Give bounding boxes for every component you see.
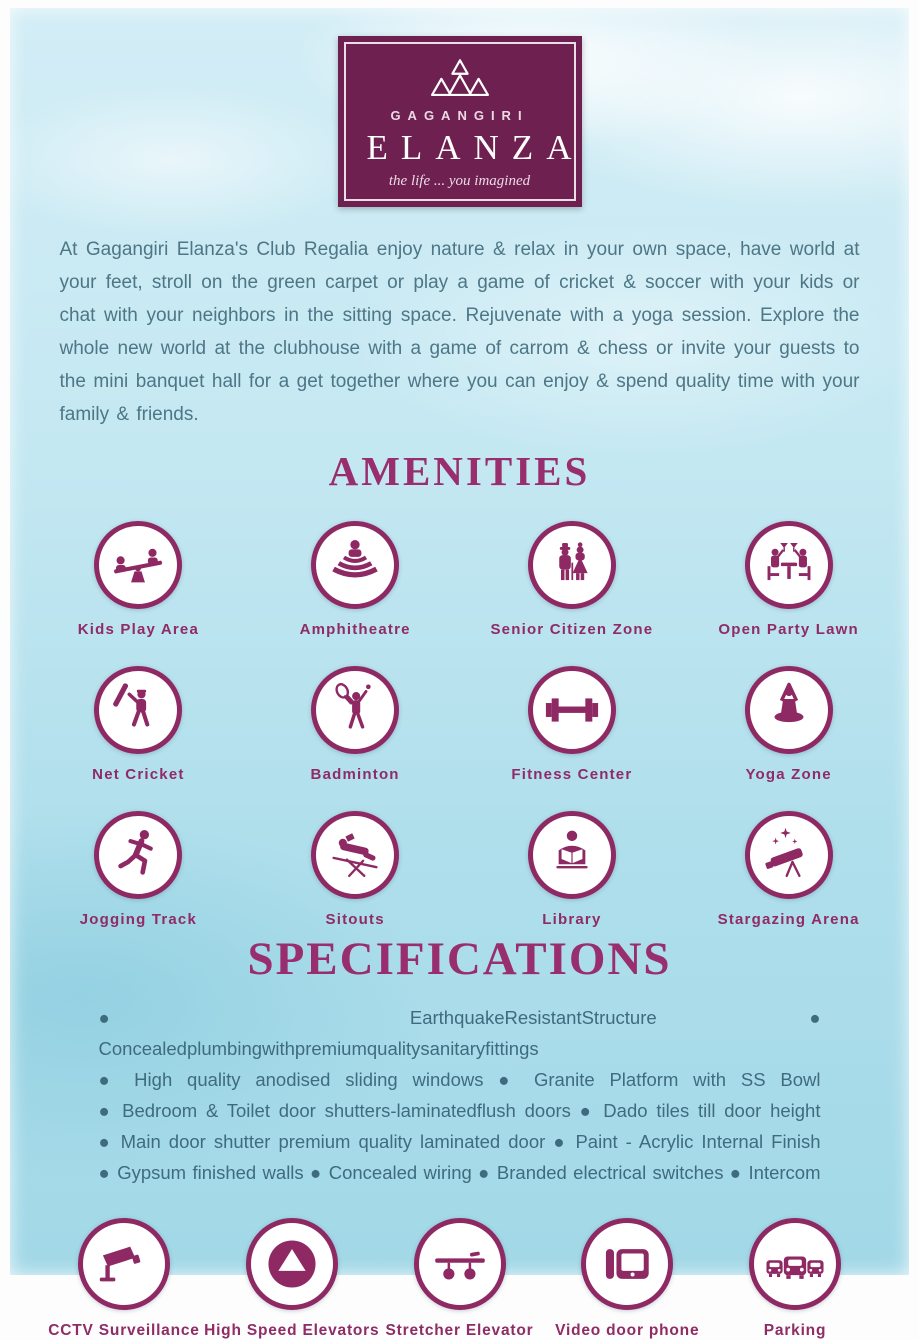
dumbbell-icon [543, 681, 601, 739]
cricket-batsman-icon [109, 681, 167, 739]
amenity-label: Library [542, 911, 602, 928]
facility-label: Video door phone [555, 1322, 700, 1339]
facility-label: CCTV Surveillance [48, 1322, 200, 1339]
reading-person-icon [543, 826, 601, 884]
party-table-icon [760, 536, 818, 594]
brand-logo-frame [344, 42, 585, 201]
amenity-library [464, 811, 681, 928]
amenity-senior-citizen-zone [464, 521, 681, 638]
lounge-chair-icon [326, 826, 384, 884]
elderly-couple-icon [543, 536, 601, 594]
spec-line: ● Main door shutter premium quality laminated door ● Paint - Acrylic Internal Finish [98, 1131, 821, 1152]
amenity-kids-play-area [30, 521, 247, 638]
video-intercom-icon [596, 1233, 658, 1295]
spec-line: ● Bedroom & Toilet door shutters-laminatedflush doors ● Dado tiles till door height [98, 1100, 821, 1121]
mountain-triangles-icon [408, 56, 512, 100]
amenities-title: AMENITIES [328, 448, 591, 494]
facility-parking [715, 1218, 875, 1340]
parking-cars-icon [764, 1233, 826, 1295]
amenity-label: Kids Play Area [77, 621, 200, 638]
brochure-page [10, 8, 909, 1339]
brand-logo [338, 36, 585, 207]
telescope-icon [760, 826, 818, 884]
brand-tagline: the life ... you imagined [388, 173, 531, 189]
seesaw-icon [109, 536, 167, 594]
project-name: ELANZA [366, 128, 585, 167]
amenity-label: Fitness Center [511, 766, 633, 783]
amenity-label: Badminton [310, 766, 400, 783]
stretcher-icon [429, 1233, 491, 1295]
cctv-camera-icon [93, 1233, 155, 1295]
facility-label: Stretcher Elevator [385, 1322, 534, 1339]
spec-line: ● EarthquakeResistantStructure ● Concealedplumbingwithpremiumqualitysanitaryfittings [98, 1007, 821, 1059]
spec-line: ● High quality anodised sliding windows ● Granite Platform with SS Bowl [98, 1069, 821, 1090]
facility-cctv-surveillance [44, 1218, 204, 1340]
runner-icon [109, 826, 167, 884]
amenity-label: Sitouts [325, 911, 385, 928]
amenity-label: Open Party Lawn [718, 621, 859, 638]
intro-paragraph: At Gagangiri Elanza's Club Regalia enjoy nature & relax in your own space, have world at your feet, stroll on the green carpet or play a game of cricket & soccer with your kids or chat with your neighbors in the sitting space. Rejuvenate with a yoga session. Explore the whole new world at the clubhouse with a game of carrom & chess or invite your guests to the mini banquet hall for a get together where you can enjoy & spend quality time with your family & friends. [59, 239, 860, 425]
amenity-sitouts [247, 811, 464, 928]
facility-high-speed-elevators [204, 1218, 380, 1340]
amphitheatre-icon [326, 536, 384, 594]
facility-video-door-phone [547, 1218, 707, 1340]
brand-name: GAGANGIRI [390, 108, 529, 123]
spec-line: ● Gypsum finished walls ● Concealed wiring ● Branded electrical switches ● Intercom [98, 1162, 821, 1183]
amenity-jogging-track [30, 811, 247, 928]
amenity-amphitheatre [247, 521, 464, 638]
amenity-stargazing-arena [680, 811, 897, 928]
facility-label: Parking [763, 1322, 827, 1339]
amenity-net-cricket [30, 666, 247, 783]
amenity-label: Amphitheatre [299, 621, 411, 638]
amenity-label: Senior Citizen Zone [490, 621, 654, 638]
amenity-label: Net Cricket [92, 766, 185, 783]
specifications-title: SPECIFICATIONS [247, 933, 672, 985]
amenity-yoga-zone [680, 666, 897, 783]
amenities-grid [10, 495, 909, 928]
facility-label: High Speed Elevators [204, 1322, 380, 1339]
facilities-row [10, 1188, 909, 1340]
facility-stretcher-elevator [380, 1218, 540, 1340]
yoga-pose-icon [760, 681, 818, 739]
badminton-player-icon [326, 681, 384, 739]
amenity-open-party-lawn [680, 521, 897, 638]
amenity-fitness-center [464, 666, 681, 783]
amenity-label: Stargazing Arena [717, 911, 860, 928]
elevator-up-icon [261, 1233, 323, 1295]
specifications-list [99, 1002, 821, 1188]
amenity-label: Yoga Zone [745, 766, 832, 783]
amenity-label: Jogging Track [79, 911, 198, 928]
amenity-badminton [247, 666, 464, 783]
